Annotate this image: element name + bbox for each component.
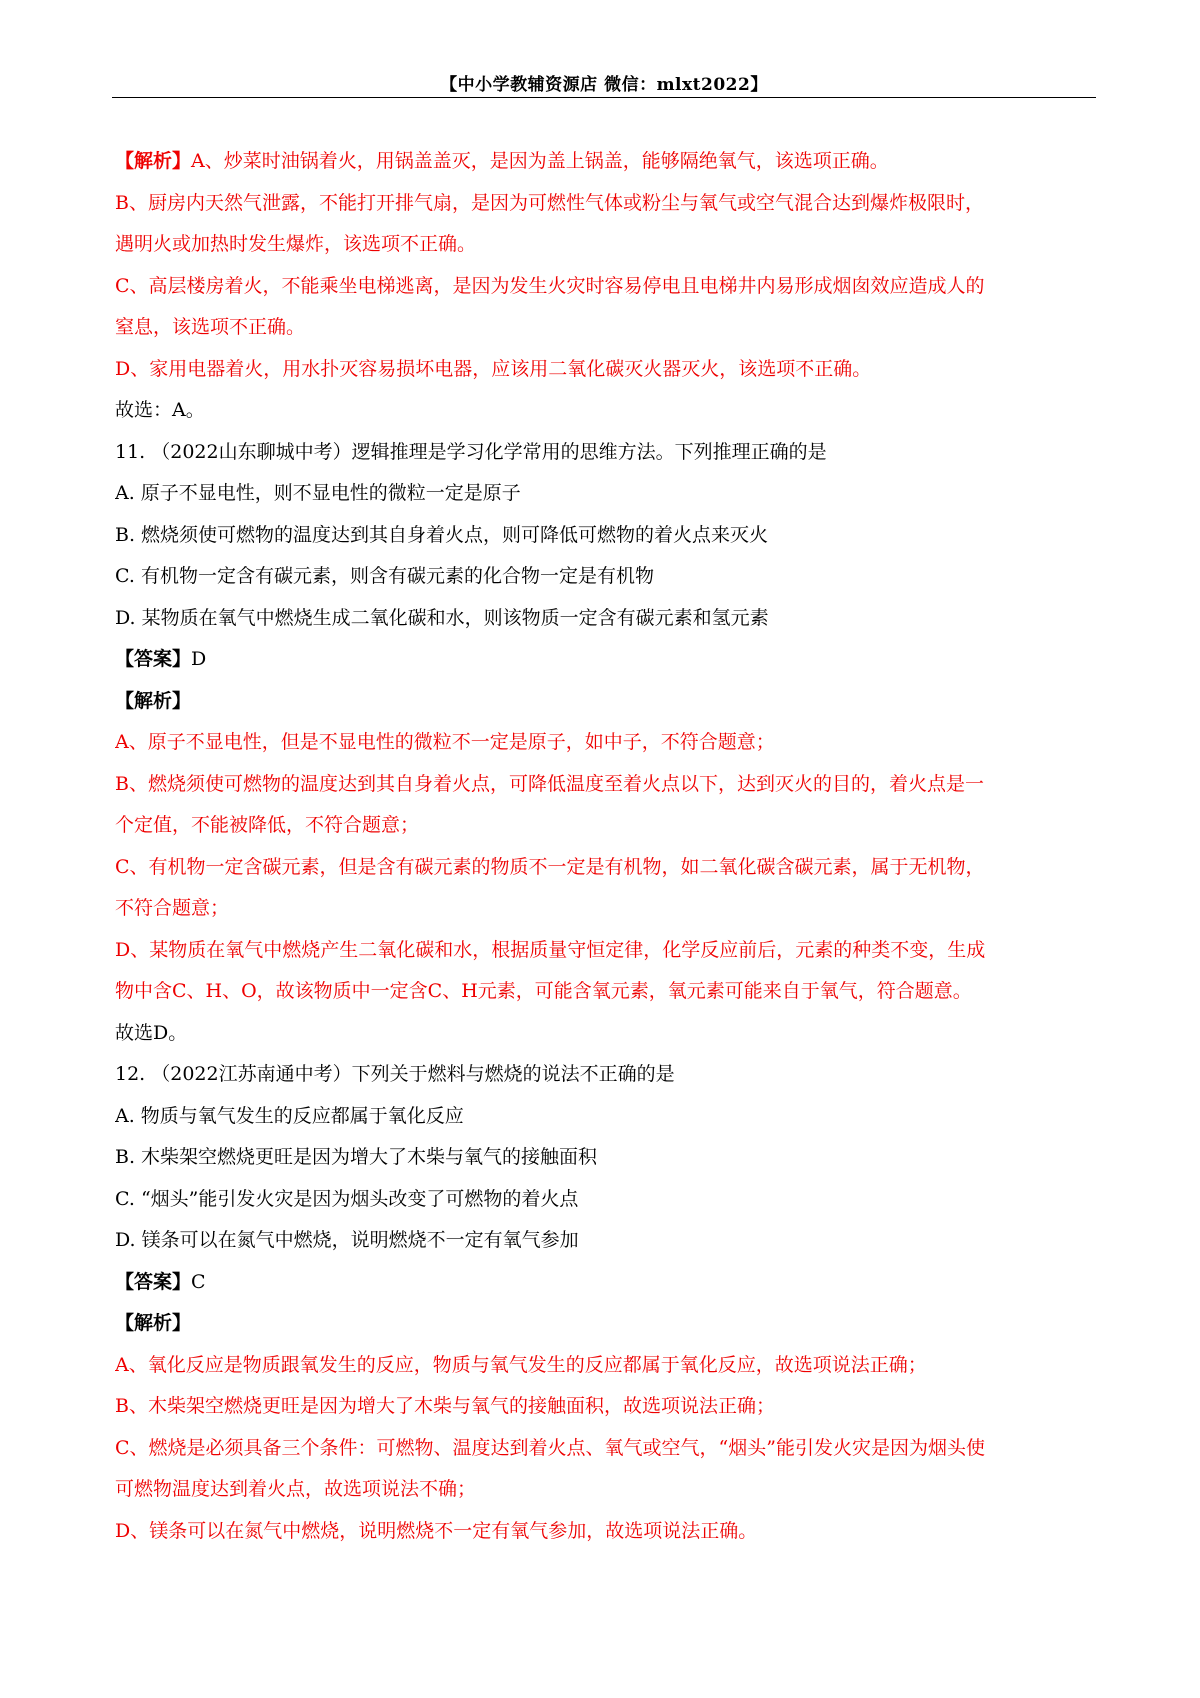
q11-analysis-c1: C、有机物一定含碳元素，但是含有碳元素的物质不一定是有机物，如二氧化碳含碳元素，属于无机物，	[115, 855, 985, 878]
q12-stem: 12. （2022江苏南通中考）下列关于燃料与燃烧的说法不正确的是	[115, 1063, 675, 1085]
q12-option-d: D. 镁条可以在氮气中燃烧，说明燃烧不一定有氧气参加	[115, 1229, 579, 1251]
page-header: 【中小学教辅资源店 微信：mlxt2022】	[440, 75, 768, 95]
q10-analysis-c1: C、高层楼房着火，不能乘坐电梯逃离，是因为发生火灾时容易停电且电梯井内易形成烟囱效应造成人的	[115, 274, 985, 297]
q12-analysis-d: D、镁条可以在氮气中燃烧，说明燃烧不一定有氧气参加，故选项说法正确。	[115, 1519, 758, 1542]
q11-option-c: C. 有机物一定含有碳元素，则含有碳元素的化合物一定是有机物	[115, 565, 654, 587]
q11-option-b: B. 燃烧须使可燃物的温度达到其自身着火点，则可降低可燃物的着火点来灭火	[115, 523, 769, 546]
q11-stem: 11. （2022山东聊城中考）逻辑推理是学习化学常用的思维方法。下列推理正确的是	[115, 440, 827, 463]
document-body	[115, 141, 1095, 1552]
q12-analysis-c2: 可燃物温度达到着火点，故选项说法不确；	[115, 1478, 477, 1500]
q11-analysis-d1: D、某物质在氧气中燃烧产生二氧化碳和水，根据质量守恒定律，化学反应前后，元素的种类不变，生成	[115, 938, 986, 961]
q12-analysis-a: A、氧化反应是物质跟氧发生的反应，物质与氧气发生的反应都属于氧化反应，故选项说法正确；	[115, 1353, 927, 1376]
q11-analysis-c2: 不符合题意；	[115, 897, 230, 919]
q12-answer	[115, 1262, 1095, 1304]
q11-answer-value: D	[191, 648, 207, 670]
q10-analysis-a: A、炒菜时油锅着火，用锅盖盖灭，是因为盖上锅盖，能够隔绝氧气，该选项正确。	[191, 150, 889, 172]
q11-answer-label: 【答案】	[115, 648, 192, 670]
q10-analysis-line-a	[115, 141, 1095, 183]
q10-conclusion: 故选：A。	[115, 399, 205, 421]
q10-analysis-c2: 窒息，该选项不正确。	[115, 316, 306, 338]
q11-option-d: D. 某物质在氧气中燃烧生成二氧化碳和水，则该物质一定含有碳元素和氢元素	[115, 606, 769, 629]
q10-analysis-label: 【解析】	[115, 150, 192, 172]
q12-answer-value: C	[191, 1270, 206, 1293]
q10-analysis-d: D、家用电器着火，用水扑灭容易损坏电器，应该用二氧化碳灭火器灭火，该选项不正确。	[115, 357, 872, 380]
q12-option-a: A. 物质与氧气发生的反应都属于氧化反应	[115, 1104, 464, 1127]
q11-analysis-label: 【解析】	[115, 689, 192, 712]
q12-analysis-b: B、木柴架空燃烧更旺是因为增大了木柴与氧气的接触面积，故选项说法正确；	[115, 1395, 775, 1417]
q11-conclusion: 故选D。	[115, 1021, 188, 1044]
q12-analysis-label: 【解析】	[115, 1312, 192, 1334]
q12-analysis-c1: C、燃烧是必须具备三个条件：可燃物、温度达到着火点、氧气或空气，“烟头”能引发火灾是因为烟头使	[115, 1436, 985, 1459]
q11-analysis-d2: 物中含C、H、O，故该物质中一定含C、H元素，可能含氧元素，氧元素可能来自于氧气，符合题意。	[115, 980, 972, 1002]
q12-answer-label: 【答案】	[115, 1270, 192, 1293]
q10-analysis-b2: 遇明火或加热时发生爆炸，该选项不正确。	[115, 233, 477, 255]
q12-option-b: B. 木柴架空燃烧更旺是因为增大了木柴与氧气的接触面积	[115, 1146, 598, 1168]
q11-analysis-b2: 个定值，不能被降低，不符合题意；	[115, 814, 420, 836]
q11-analysis-b1: B、燃烧须使可燃物的温度达到其自身着火点，可降低温度至着火点以下，达到灭火的目的，着火点是一	[115, 772, 984, 795]
q10-analysis-b1: B、厨房内天然气泄露，不能打开排气扇，是因为可燃性气体或粉尘与氧气或空气混合达到爆炸极限时，	[115, 191, 984, 214]
q11-analysis-a: A、原子不显电性，但是不显电性的微粒不一定是原子，如中子，不符合题意；	[115, 731, 775, 753]
q11-answer	[115, 639, 1095, 681]
q11-option-a: A. 原子不显电性，则不显电性的微粒一定是原子	[115, 482, 521, 504]
q12-option-c: C. “烟头”能引发火灾是因为烟头改变了可燃物的着火点	[115, 1187, 579, 1210]
header-divider	[112, 97, 1096, 98]
